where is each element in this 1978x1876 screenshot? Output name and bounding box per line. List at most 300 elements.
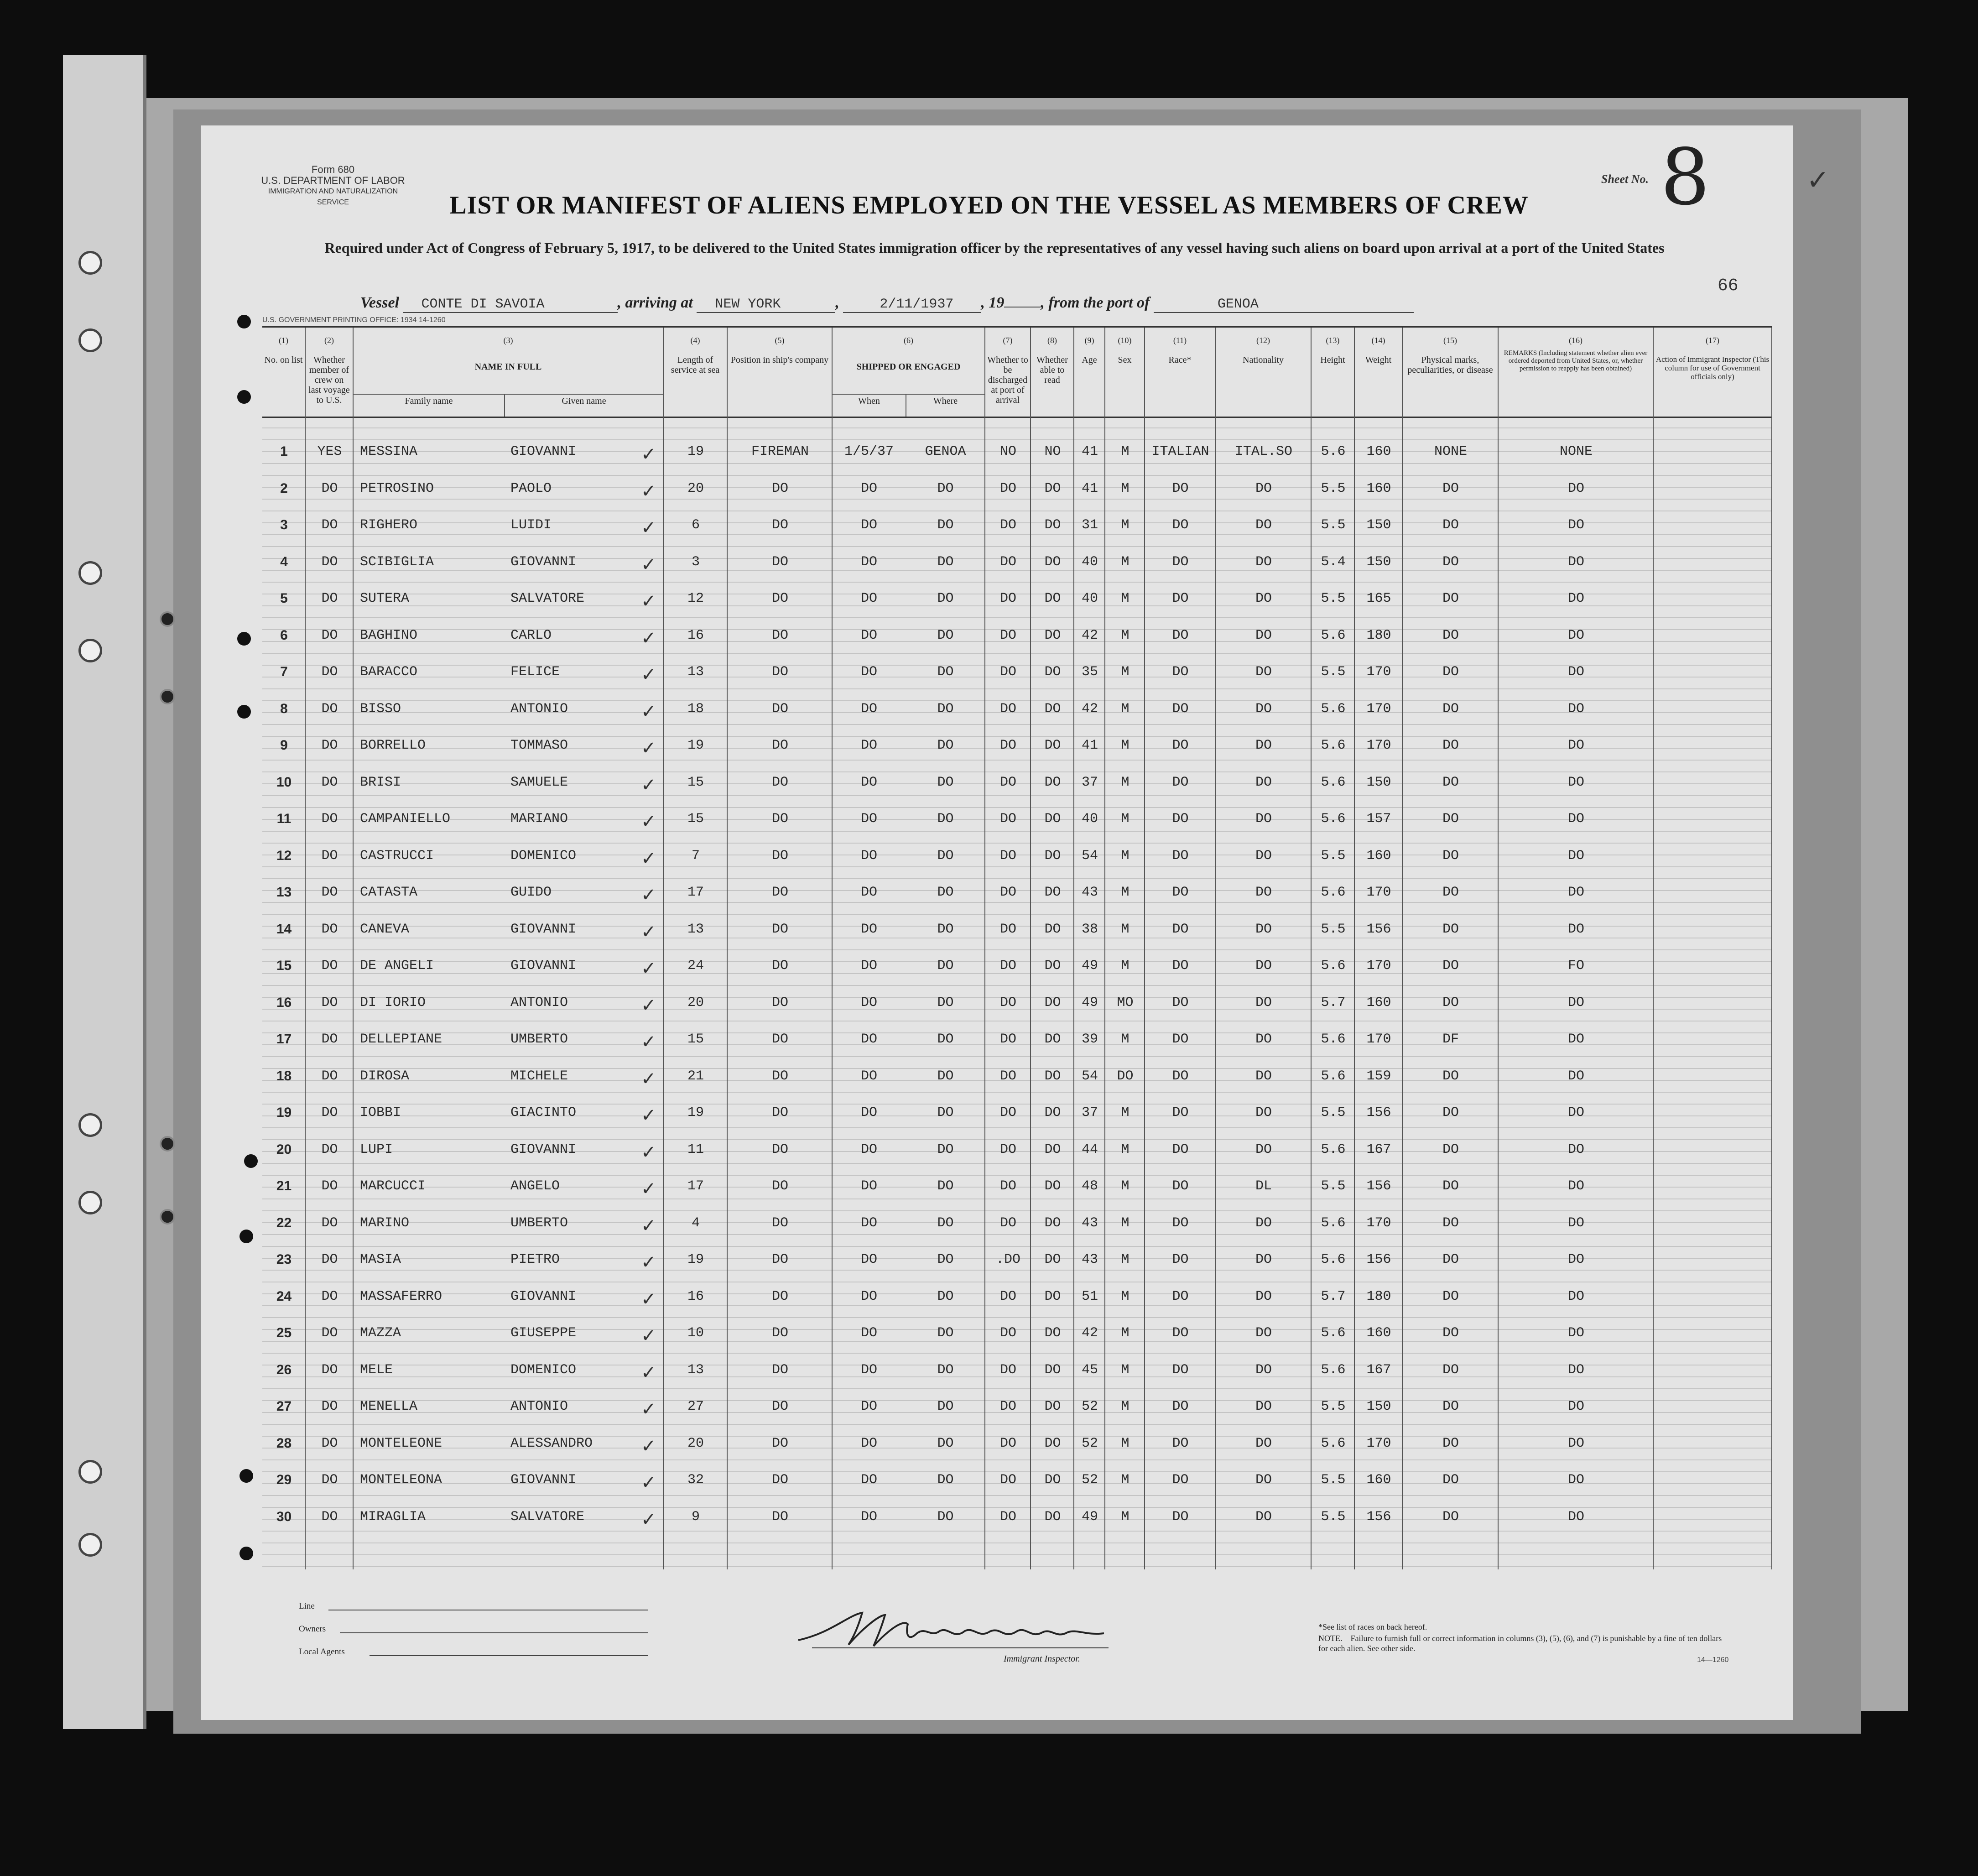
grommet (160, 1136, 175, 1152)
cell-discharged: DO (999, 1141, 1016, 1157)
cell-remarks: DO (1567, 1141, 1584, 1157)
cell-nationality: DO (1255, 1509, 1272, 1525)
cell-age: 54 (1081, 1068, 1098, 1084)
cell-sex: M (1121, 1141, 1130, 1157)
check-mark-icon: ✓ (641, 1288, 656, 1310)
cell-sex: M (1121, 1178, 1130, 1194)
binder-hole (78, 328, 102, 352)
cell-weight: 170 (1366, 1435, 1391, 1451)
cell-service: 18 (687, 701, 704, 717)
table-row (262, 628, 1772, 664)
cell-discharged: DO (999, 1399, 1016, 1414)
cell-remarks: DO (1567, 517, 1584, 533)
cell-sex: M (1121, 627, 1130, 643)
check-mark-icon: ✓ (641, 1141, 656, 1163)
cell-family: DI IORIO (360, 995, 426, 1011)
check-mark-icon: ✓ (641, 1472, 656, 1493)
cell-family: DE ANGELI (360, 958, 434, 974)
binder-hole (78, 561, 102, 585)
cell-given: LUIDI (510, 517, 552, 533)
cell-where: DO (937, 848, 954, 864)
cell-nationality: DO (1255, 627, 1272, 643)
cell-given: GIOVANNI (510, 1141, 577, 1157)
cell-discharged: .DO (995, 1252, 1020, 1267)
cell-race: DO (1172, 921, 1189, 937)
cell-sex: MO (1117, 995, 1134, 1011)
cell-nationality: DO (1255, 995, 1272, 1011)
cell-nationality: DO (1255, 1252, 1272, 1267)
cell-age: 49 (1081, 958, 1098, 974)
cell-nationality: DO (1255, 701, 1272, 717)
column-number: (12) (1256, 336, 1270, 345)
check-mark-icon: ✓ (1806, 164, 1830, 196)
cell-family: BISSO (360, 701, 401, 717)
check-mark-icon: ✓ (641, 1032, 656, 1053)
cell-no: 7 (280, 664, 288, 679)
table-row (262, 811, 1772, 848)
cell-when: DO (860, 1288, 877, 1304)
cell-read: DO (1044, 517, 1061, 533)
agents-field (370, 1655, 648, 1656)
cell-family: MARINO (360, 1215, 410, 1231)
cell-voyage: DO (321, 1325, 338, 1341)
cell-position: DO (771, 958, 788, 974)
cell-age: 42 (1081, 701, 1098, 717)
cell-remarks: DO (1567, 1105, 1584, 1120)
cell-discharged: DO (999, 1509, 1016, 1525)
vessel-label: Vessel (360, 294, 399, 311)
cell-service: 21 (687, 1068, 704, 1084)
binder-hole (78, 1460, 102, 1484)
cell-discharged: DO (999, 1362, 1016, 1378)
cell-age: 40 (1081, 554, 1098, 570)
cell-race: DO (1172, 627, 1189, 643)
column-number: (5) (775, 336, 785, 345)
cell-service: 16 (687, 627, 704, 643)
cell-given: FELICE (510, 664, 560, 680)
cell-where: DO (937, 1068, 954, 1084)
cell-sex: M (1121, 958, 1130, 974)
cell-discharged: DO (999, 664, 1016, 680)
cell-marks: DO (1442, 1472, 1459, 1488)
cell-voyage: DO (321, 664, 338, 680)
header-divider (504, 395, 505, 417)
check-mark-icon: ✓ (641, 517, 656, 538)
table-row (262, 1509, 1772, 1546)
cell-when: DO (860, 848, 877, 864)
cell-when: DO (860, 774, 877, 790)
cell-voyage: DO (321, 517, 338, 533)
cell-service: 11 (687, 1141, 704, 1157)
check-mark-icon: ✓ (641, 958, 656, 979)
cell-marks: DO (1442, 517, 1459, 533)
cell-discharged: DO (999, 591, 1016, 606)
cell-nationality: DO (1255, 958, 1272, 974)
cell-read: DO (1044, 1288, 1061, 1304)
cell-position: DO (771, 811, 788, 827)
cell-race: DO (1172, 591, 1189, 606)
cell-given: MARIANO (510, 811, 568, 827)
punch-hole (239, 1469, 253, 1483)
cell-sex: M (1121, 701, 1130, 717)
cell-voyage: DO (321, 480, 338, 496)
cell-marks: DO (1442, 848, 1459, 864)
cell-weight: 150 (1366, 1399, 1391, 1414)
cell-sex: M (1121, 1215, 1130, 1231)
cell-when: DO (860, 995, 877, 1011)
punch-hole (237, 632, 251, 646)
cell-age: 48 (1081, 1178, 1098, 1194)
cell-voyage: DO (321, 1141, 338, 1157)
cell-no: 20 (276, 1141, 292, 1157)
cell-height: 5.6 (1321, 1141, 1346, 1157)
cell-nationality: DO (1255, 1362, 1272, 1378)
cell-sex: M (1121, 1435, 1130, 1451)
cell-height: 5.5 (1321, 1105, 1346, 1120)
cell-service: 20 (687, 995, 704, 1011)
cell-age: 51 (1081, 1288, 1098, 1304)
cell-read: DO (1044, 1105, 1061, 1120)
check-mark-icon: ✓ (641, 627, 656, 649)
cell-remarks: DO (1567, 738, 1584, 753)
cell-race: DO (1172, 1435, 1189, 1451)
column-label: No. on list (264, 355, 303, 365)
cell-voyage: DO (321, 1288, 338, 1304)
cell-family: MAZZA (360, 1325, 401, 1341)
column-header (306, 328, 354, 417)
cell-where: DO (937, 1362, 954, 1378)
cell-nationality: DO (1255, 554, 1272, 570)
cell-family: MESSINA (360, 444, 418, 459)
cell-age: 45 (1081, 1362, 1098, 1378)
cell-discharged: NO (999, 444, 1016, 459)
cell-position: DO (771, 848, 788, 864)
cell-read: DO (1044, 958, 1061, 974)
binder-hole (78, 1113, 102, 1137)
punch-hole (244, 1154, 258, 1168)
cell-no: 12 (276, 848, 292, 863)
cell-age: 37 (1081, 1105, 1098, 1120)
check-mark-icon: ✓ (641, 554, 656, 575)
cell-given: GIOVANNI (510, 1472, 577, 1488)
punch-hole (237, 705, 251, 719)
cell-remarks: DO (1567, 701, 1584, 717)
cell-marks: DO (1442, 1068, 1459, 1084)
cell-sex: DO (1117, 1068, 1134, 1084)
cell-nationality: DO (1255, 811, 1272, 827)
cell-read: DO (1044, 848, 1061, 864)
cell-discharged: DO (999, 921, 1016, 937)
cell-discharged: DO (999, 995, 1016, 1011)
cell-marks: DO (1442, 701, 1459, 717)
cell-weight: 160 (1366, 444, 1391, 459)
cell-age: 37 (1081, 774, 1098, 790)
sub-header: Family name (405, 396, 453, 406)
cell-where: DO (937, 554, 954, 570)
cell-remarks: DO (1567, 1068, 1584, 1084)
cell-height: 5.5 (1321, 1509, 1346, 1525)
column-number: (13) (1326, 336, 1340, 345)
cell-age: 49 (1081, 1509, 1098, 1525)
binder-spine (63, 55, 146, 1729)
cell-weight: 170 (1366, 958, 1391, 974)
cell-nationality: DO (1255, 1215, 1272, 1231)
cell-family: MASSAFERRO (360, 1288, 442, 1304)
table-row (262, 1289, 1772, 1325)
cell-voyage: DO (321, 1252, 338, 1267)
table-row (262, 848, 1772, 885)
column-label: Nationality (1243, 355, 1284, 365)
cell-when: DO (860, 1105, 877, 1120)
table-header (262, 326, 1772, 418)
cell-given: SALVATORE (510, 1509, 585, 1525)
cell-no: 4 (280, 554, 288, 569)
cell-height: 5.6 (1321, 1435, 1346, 1451)
cell-height: 5.7 (1321, 1288, 1346, 1304)
table-row (262, 922, 1772, 958)
cell-height: 5.7 (1321, 995, 1346, 1011)
column-label: NAME IN FULL (474, 362, 542, 372)
cell-race: DO (1172, 848, 1189, 864)
cell-weight: 170 (1366, 738, 1391, 753)
cell-position: DO (771, 1032, 788, 1047)
check-mark-icon: ✓ (641, 664, 656, 685)
cell-voyage: DO (321, 701, 338, 717)
check-mark-icon: ✓ (641, 774, 656, 796)
cell-race: DO (1172, 885, 1189, 900)
cell-where: DO (937, 921, 954, 937)
cell-voyage: DO (321, 591, 338, 606)
cell-service: 19 (687, 1105, 704, 1120)
cell-sex: M (1121, 885, 1130, 900)
cell-race: DO (1172, 811, 1189, 827)
column-header (664, 328, 728, 417)
cell-age: 42 (1081, 1325, 1098, 1341)
cell-no: 11 (276, 811, 291, 826)
cell-family: SUTERA (360, 591, 410, 606)
cell-sex: M (1121, 1105, 1130, 1120)
table-row (262, 481, 1772, 517)
cell-given: PIETRO (510, 1252, 560, 1267)
cell-height: 5.5 (1321, 591, 1346, 606)
cell-given: GIUSEPPE (510, 1325, 577, 1341)
cell-read: DO (1044, 627, 1061, 643)
cell-read: DO (1044, 811, 1061, 827)
cell-discharged: DO (999, 958, 1016, 974)
cell-race: DO (1172, 1472, 1189, 1488)
cell-weight: 160 (1366, 480, 1391, 496)
cell-where: DO (937, 480, 954, 496)
cell-remarks: DO (1567, 774, 1584, 790)
cell-race: DO (1172, 958, 1189, 974)
cell-height: 5.6 (1321, 811, 1346, 827)
binder-hole (78, 639, 102, 662)
cell-position: DO (771, 921, 788, 937)
column-header (1105, 328, 1145, 417)
cell-height: 5.5 (1321, 848, 1346, 864)
cell-position: FIREMAN (751, 444, 809, 459)
cell-given: ALESSANDRO (510, 1435, 593, 1451)
sub-header: When (858, 396, 880, 406)
check-mark-icon: ✓ (641, 1105, 656, 1126)
cell-sex: M (1121, 1399, 1130, 1414)
cell-where: DO (937, 738, 954, 753)
check-mark-icon: ✓ (641, 1509, 656, 1530)
cell-given: GIOVANNI (510, 444, 577, 459)
cell-service: 17 (687, 885, 704, 900)
cell-family: RIGHERO (360, 517, 418, 533)
cell-sex: M (1121, 811, 1130, 827)
cell-service: 17 (687, 1178, 704, 1194)
owners-field (340, 1632, 648, 1633)
cell-marks: DO (1442, 995, 1459, 1011)
cell-read: NO (1044, 444, 1061, 459)
cell-height: 5.6 (1321, 1215, 1346, 1231)
table-row (262, 591, 1772, 627)
cell-voyage: DO (321, 1509, 338, 1525)
cell-age: 43 (1081, 1252, 1098, 1267)
cell-where: DO (937, 995, 954, 1011)
cell-no: 2 (280, 480, 288, 496)
column-header (1031, 328, 1074, 417)
agents-label: Local Agents (299, 1647, 345, 1657)
cell-given: CARLO (510, 627, 552, 643)
cell-read: DO (1044, 480, 1061, 496)
cell-given: SALVATORE (510, 591, 585, 606)
cell-sex: M (1121, 1472, 1130, 1488)
cell-when: DO (860, 738, 877, 753)
cell-family: BRISI (360, 774, 401, 790)
form-code: 14—1260 (1697, 1656, 1729, 1664)
cell-where: DO (937, 1288, 954, 1304)
sub-header: Where (933, 396, 958, 406)
column-number: (11) (1173, 336, 1187, 345)
binder-hole (78, 1533, 102, 1557)
cell-discharged: DO (999, 1032, 1016, 1047)
cell-no: 15 (276, 958, 292, 973)
cell-remarks: FO (1567, 958, 1584, 974)
cell-voyage: DO (321, 1215, 338, 1231)
cell-race: DO (1172, 1068, 1189, 1084)
cell-read: DO (1044, 554, 1061, 570)
cell-remarks: DO (1567, 921, 1584, 937)
departure-port: GENOA (1154, 297, 1414, 313)
cell-family: IOBBI (360, 1105, 401, 1120)
cell-sex: M (1121, 1252, 1130, 1267)
cell-family: MASIA (360, 1252, 401, 1267)
cell-voyage: DO (321, 554, 338, 570)
cell-remarks: DO (1567, 885, 1584, 900)
cell-position: DO (771, 1105, 788, 1120)
cell-race: DO (1172, 1178, 1189, 1194)
cell-where: DO (937, 1399, 954, 1414)
cell-marks: DO (1442, 1435, 1459, 1451)
column-header (1145, 328, 1216, 417)
cell-weight: 170 (1366, 664, 1391, 680)
cell-race: DO (1172, 480, 1189, 496)
cell-position: DO (771, 1399, 788, 1414)
cell-when: DO (860, 664, 877, 680)
column-label: Whether able to read (1036, 355, 1068, 385)
cell-where: DO (937, 774, 954, 790)
cell-when: DO (860, 1435, 877, 1451)
check-mark-icon: ✓ (641, 811, 656, 832)
arrival-port: NEW YORK (697, 297, 835, 313)
cell-height: 5.5 (1321, 517, 1346, 533)
cell-service: 10 (687, 1325, 704, 1341)
cell-height: 5.6 (1321, 444, 1346, 459)
cell-position: DO (771, 480, 788, 496)
table-row (262, 1325, 1772, 1362)
cell-when: DO (860, 1362, 877, 1378)
table-row (262, 738, 1772, 774)
cell-read: DO (1044, 1435, 1061, 1451)
cell-when: DO (860, 1215, 877, 1231)
cell-service: 15 (687, 1032, 704, 1047)
sheet-number: 8 (1660, 132, 1710, 223)
cell-where: DO (937, 1509, 954, 1525)
cell-given: MICHELE (510, 1068, 568, 1084)
cell-race: DO (1172, 1288, 1189, 1304)
cell-remarks: DO (1567, 1472, 1584, 1488)
cell-given: GIOVANNI (510, 554, 577, 570)
column-label: Age (1082, 355, 1097, 365)
check-mark-icon: ✓ (641, 1399, 656, 1420)
check-mark-icon: ✓ (641, 1215, 656, 1236)
cell-read: DO (1044, 1178, 1061, 1194)
cell-weight: 167 (1366, 1141, 1391, 1157)
cell-family: BARACCO (360, 664, 418, 680)
cell-height: 5.5 (1321, 1399, 1346, 1414)
cell-height: 5.6 (1321, 701, 1346, 717)
cell-age: 35 (1081, 664, 1098, 680)
cell-given: GUIDO (510, 885, 552, 900)
column-number: (2) (324, 336, 334, 345)
cell-where: DO (937, 1435, 954, 1451)
cell-no: 29 (276, 1472, 292, 1487)
cell-age: 40 (1081, 591, 1098, 606)
cell-height: 5.6 (1321, 1032, 1346, 1047)
cell-read: DO (1044, 995, 1061, 1011)
cell-remarks: DO (1567, 1178, 1584, 1194)
cell-when: DO (860, 701, 877, 717)
column-number: (15) (1443, 336, 1457, 345)
column-number: (3) (503, 336, 513, 345)
owners-label: Owners (299, 1624, 326, 1634)
cell-sex: M (1121, 517, 1130, 533)
table-row (262, 1142, 1772, 1178)
cell-position: DO (771, 627, 788, 643)
cell-discharged: DO (999, 1325, 1016, 1341)
cell-discharged: DO (999, 1435, 1016, 1451)
cell-family: MIRAGLIA (360, 1509, 426, 1525)
column-header (985, 328, 1031, 417)
cell-read: DO (1044, 701, 1061, 717)
cell-read: DO (1044, 1252, 1061, 1267)
cell-service: 13 (687, 921, 704, 937)
form-number: Form 680 (311, 164, 355, 175)
cell-position: DO (771, 1252, 788, 1267)
table-row (262, 958, 1772, 995)
cell-family: MARCUCCI (360, 1178, 426, 1194)
cell-age: 44 (1081, 1141, 1098, 1157)
cell-given: DOMENICO (510, 848, 577, 864)
cell-discharged: DO (999, 774, 1016, 790)
cell-read: DO (1044, 774, 1061, 790)
table-row (262, 1436, 1772, 1472)
check-mark-icon: ✓ (641, 738, 656, 759)
cell-remarks: DO (1567, 480, 1584, 496)
